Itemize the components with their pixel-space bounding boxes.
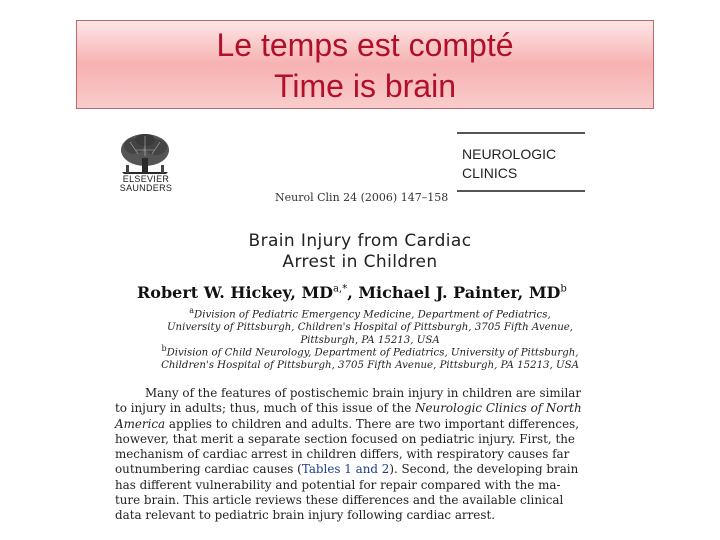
tables-link[interactable]: Tables 1 and 2	[301, 462, 390, 477]
journal-name: NEUROLOGIC CLINICS	[462, 146, 557, 181]
journal-rule-bottom	[457, 190, 585, 192]
affiliation-a: $^a$Division of Pediatric Emergency Medicine, Department of Pediatrics, University of Pittsburgh, Children's Hospital of Pittsburgh, 3705 Fifth Avenue, Pittsburgh, PA 15213, USA	[166, 306, 574, 346]
journal-rule-top	[457, 132, 585, 134]
author-hickey: Robert W. Hickey, MD	[137, 283, 334, 302]
affiliation-b: $^b$Division of Child Neurology, Department of Pediatrics, University of Pittsburgh, Children's Hospital of Pittsburgh, 3705 Fifth Avenue, Pittsburgh, PA 15213, USA	[161, 344, 579, 372]
author-list: Robert W. Hickey, $MD^{a,*}$, Michael J. Painter, $MD^b$	[137, 283, 567, 302]
article-title: Brain Injury from Cardiac Arrest in Children	[248, 231, 472, 272]
slide-title-box	[76, 20, 654, 109]
slide-title-english: Time is brain	[274, 68, 456, 104]
slide-title-french: Le temps est compté	[216, 27, 514, 63]
publisher-name: ELSEVIER SAUNDERS	[119, 174, 173, 193]
abstract-paragraph: Many of the features of postischemic brain injury in children are similar to injury in adults; thus, much of this issue of the Neurologic Clinics of North America applies to children and adults. There are two important differences, however, that merit a separate section focused on pediatric injury. First, the mechanism of cardiac arrest in children differs, with respiratory causes far outnumbering cardiac causes (Tables 1 and 2). Second, the developing brain has different vulnerability and potential for repair compared with the ma- ture brain. This article reviews these differences and the available clinical data relevant to pediatric brain injury following cardiac arrest.	[115, 386, 582, 523]
author-painter: Michael J. Painter, MD	[358, 283, 561, 302]
citation-line: Neurol Clin 24 (2006) 147–158	[275, 191, 449, 204]
